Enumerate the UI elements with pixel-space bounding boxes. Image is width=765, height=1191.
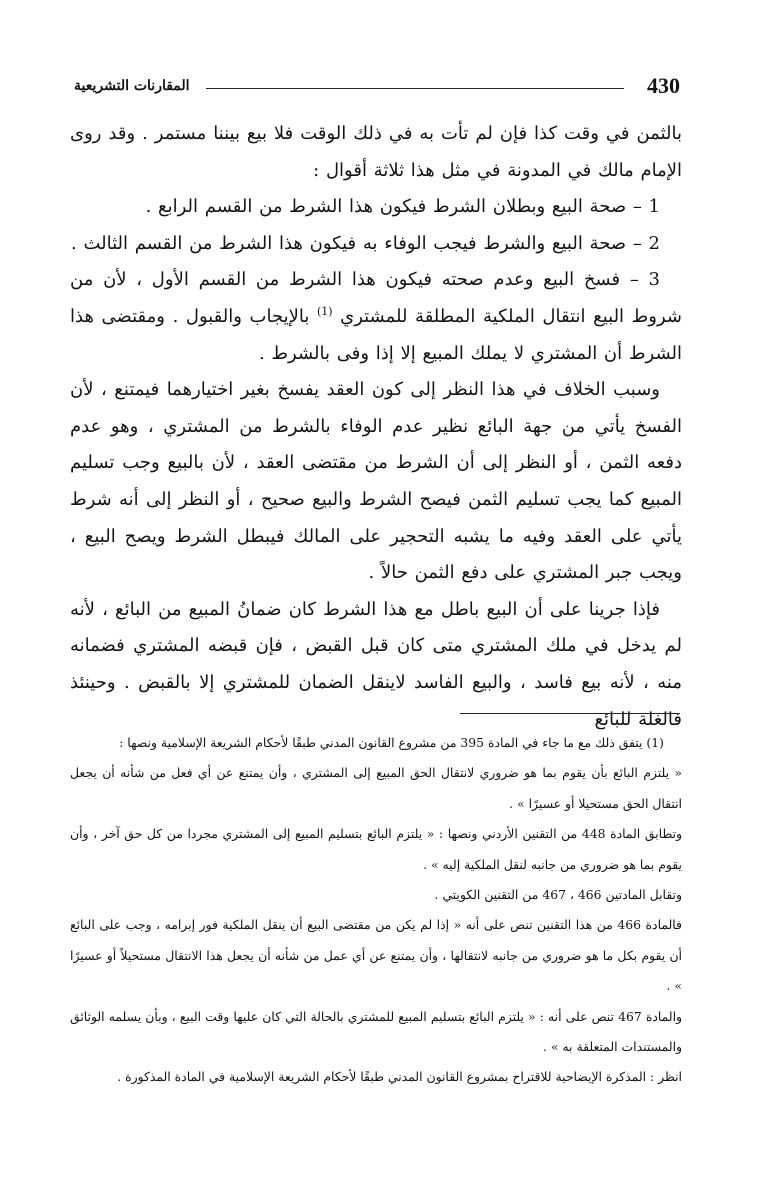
main-text — [70, 116, 682, 738]
footnote-quote-1: « يلتزم البائع بأن يقوم بما هو ضروري لانتقال الحق المبيع إلى المشتري ، وأن يمتنع عن أي فعل من شأنه أن يجعل انتقال الحق مستحيلا أو عسيرًا » . — [70, 765, 682, 811]
footnote-reference-note: انظر : المذكرة الإيضاحية للاقتراح بمشروع القانون المدني طبقًا لأحكام الشريعة الإسلامية في المادة المذكورة . — [117, 1069, 682, 1085]
list-item-3-text-b: بالإيجاب والقبول . ومقتضى هذا الشرط أن المشتري لا يملك المبيع إلا إذا وفى بالشرط . — [70, 305, 682, 364]
list-item-2: 2 – صحة البيع والشرط فيجب الوفاء به فيكون هذا الشرط من القسم الثالث . — [71, 232, 660, 254]
footnote-article-466: فالمادة 466 من هذا التقنين تنص على أنه « إذا لم يكن من مقتضى البيع أن ينقل الملكية فور إبرامه ، وجب على البائع أن يقوم بكل ما هو ضروري من جانبه لانتقالها ، وأن يمتنع عن أي عمل من شأنه أن يجعل هذا الانتقال مستحيلاً أو عسيرًا » . — [70, 917, 682, 994]
footnote-1: (1) يتفق ذلك مع ما جاء في المادة 395 من مشروع القانون المدني طبقًا لأحكام الشريعة الإسلامية ونصها : — [119, 735, 664, 750]
footnote-kuwait: وتقابل المادتين 466 ، 467 من التقنين الكويتي . — [434, 887, 682, 903]
running-title: المقارنات التشريعية — [74, 78, 190, 94]
footnote-jordan: وتطابق المادة 448 من التقنين الأردني ونصها : « يلتزم البائع بتسليم المبيع إلى المشتري مجردا من كل حق آخر ، وأن يقوم بما هو ضروري من جانبه لنقل الملكية إليه » . — [70, 826, 683, 872]
footnote-separator — [460, 713, 680, 714]
paragraph-1: بالثمن في وقت كذا فإن لم تأت به في ذلك الوقت فلا بيع بيننا مستمر . وقد روى الإمام مالك في المدونة في مثل هذا ثلاثة أقوال : — [70, 123, 682, 181]
paragraph-2: وسبب الخلاف في هذا النظر إلى كون العقد يفسخ بغير اختيارهما فيمتنع ، لأن الفسخ يأتي من جهة البائع نظير عدم الوفاء بالشرط من المشتري ، وهو عدم دفعه الثمن ، أو النظر إلى أن الشرط من مقتضى العقد ، لأن بالبيع وجب تسليم المبيع كما يجب تسليم الثمن فيصح الشرط والبيع صحيح ، أو النظر إلى أنه شرط يأتي على العقد وفيه ما يشبه التحجير على المالك فيبطل الشرط ويصح البيع ، ويجب جبر المشتري على دفع الثمن حالاً . — [70, 379, 682, 584]
header-rule — [206, 88, 624, 89]
page-number: 430 — [647, 73, 680, 98]
page-header — [74, 70, 680, 104]
footnote-reference[interactable]: (1) — [316, 304, 333, 318]
list-item-3 — [70, 262, 682, 372]
footnotes — [70, 728, 682, 1093]
list-item-3-text-a: 3 – فسخ البيع وعدم صحته فيكون هذا الشرط من القسم الأول ، لأن من شروط البيع انتقال الملكية المطلقة للمشتري — [70, 269, 682, 327]
footnote-article-467: والمادة 467 تنص على أنه : « يلتزم البائع بتسليم المبيع للمشتري بالحالة التي كان عليها وقت البيع ، وبأن يسلمه الوثائق والمستندات المتعلقة به » . — [70, 1008, 682, 1055]
list-item-1: 1 – صحة البيع وبطلان الشرط فيكون هذا الشرط من القسم الرابع . — [145, 196, 660, 218]
paragraph-3: فإذا جرينا على أن البيع باطل مع هذا الشرط كان ضمانُ المبيع من البائع ، لأنه لم يدخل في ملك المشتري متى كان قبل القبض ، فإن قبضه المشتري فضمانه منه ، لأنه بيع فاسد ، والبيع الفاسد لاينقل الضمان للمشتري إلا بالقبض . وحينئذ فالغلة للبائع — [70, 598, 682, 730]
